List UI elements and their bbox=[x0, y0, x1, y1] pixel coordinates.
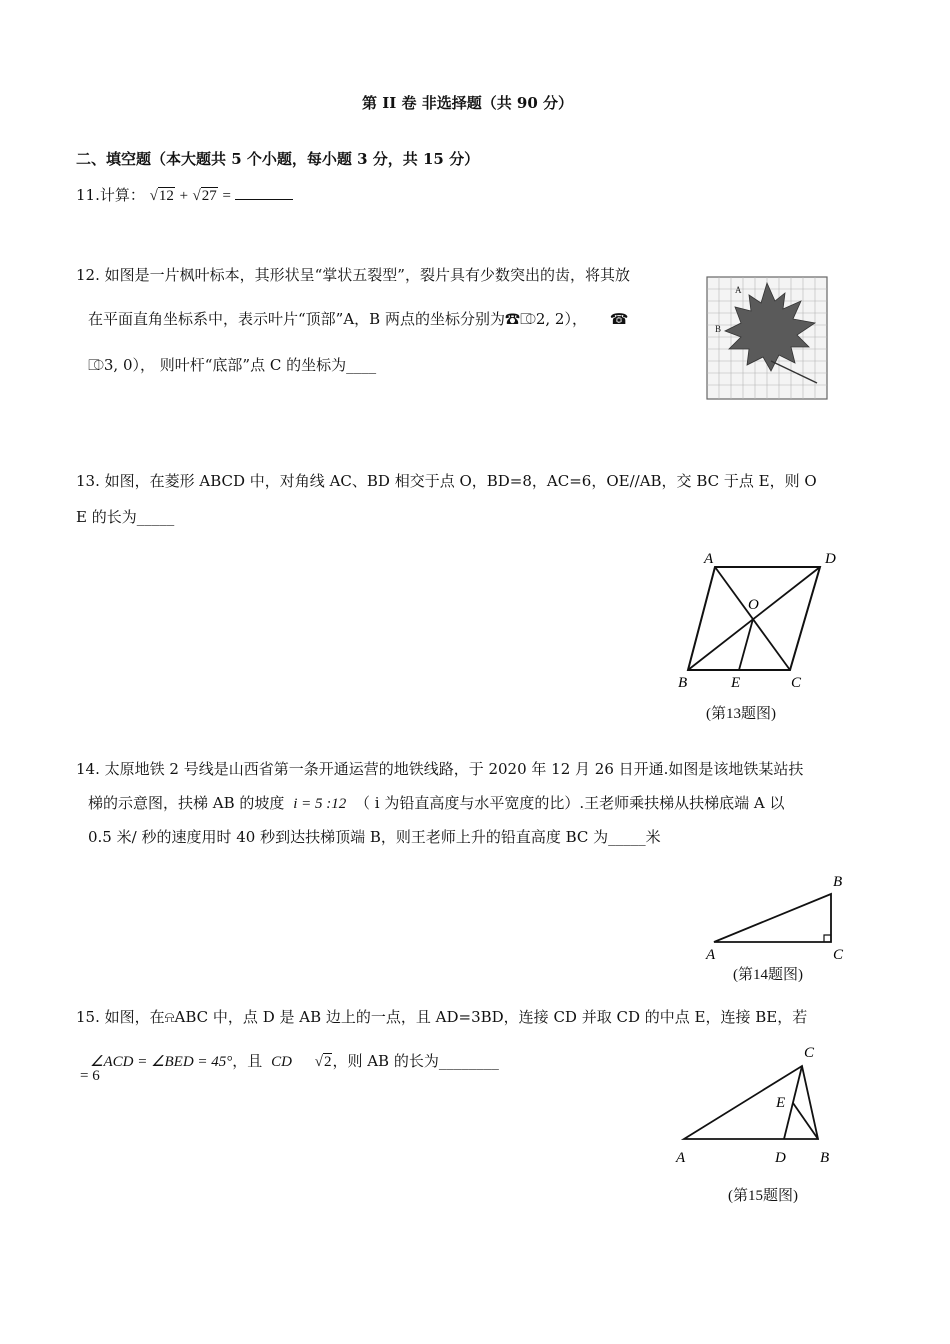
segment-oe bbox=[739, 619, 753, 670]
q13-line-2: E 的长为_____ bbox=[76, 508, 175, 526]
q11-equals: = bbox=[221, 188, 232, 204]
q15-line-2: ∠ACD = ∠BED = 45°，且 CD √2，则 AB 的长为________ bbox=[90, 1052, 499, 1070]
triangle-label-a: A bbox=[676, 1150, 686, 1166]
triangle-figure bbox=[670, 1038, 850, 1168]
rhombus-label-c: C bbox=[791, 675, 802, 691]
q15-sqrt2: 2 bbox=[323, 1054, 332, 1070]
triangle-label-c: C bbox=[804, 1045, 815, 1061]
q12-line-3-text: ， 则叶杆“底部”点 C 的坐标为____ bbox=[140, 356, 377, 374]
right-angle-mark bbox=[824, 935, 831, 942]
section-title: 第 II 卷 非选择题（共 90 分） bbox=[362, 94, 574, 112]
q15-caption: (第15题图) bbox=[728, 1188, 798, 1204]
part-heading: 二、填空题（本大题共 5 个小题，每小题 3 分，共 15 分） bbox=[76, 150, 480, 168]
q12-line-2-text: 在平面直角坐标系中，表示叶片“顶部”A，B 两点的坐标分别为 bbox=[88, 310, 505, 328]
escalator-label-c: C bbox=[833, 947, 844, 963]
q12-line-1: 12. 如图是一片枫叶标本，其形状呈“掌状五裂型”，裂片具有少数突出的齿，将其放 bbox=[76, 266, 630, 284]
q15-tail: ，则 AB 的长为________ bbox=[332, 1052, 499, 1070]
q12-coord-b: ⎄3, 0） bbox=[88, 356, 140, 374]
q12-line-2 bbox=[88, 308, 628, 329]
q15-line-1: 15. 如图，在⍾ABC 中，点 D 是 AB 边上的一点，且 AD=3BD，连接 CD 并取 CD 的中点 E，连接 BE，若 bbox=[76, 1008, 808, 1026]
q15-cd: CD bbox=[271, 1054, 292, 1070]
rhombus-label-b: B bbox=[678, 675, 688, 691]
escalator-figure bbox=[700, 868, 860, 963]
triangle-label-d: D bbox=[775, 1150, 786, 1166]
triangle-label-e: E bbox=[776, 1095, 786, 1111]
q14-slope: i = 5 :12 bbox=[293, 796, 347, 812]
q15-angle-equation: ∠ACD = ∠BED = 45° bbox=[90, 1054, 233, 1070]
q12-coord-a: ☎⎄2, 2） bbox=[504, 310, 572, 328]
diagonal-ac bbox=[715, 567, 790, 670]
q13-caption: (第13题图) bbox=[706, 706, 776, 722]
q14-line-1: 14. 太原地铁 2 号线是山西省第一条开通运营的地铁线路，于 2020 年 12 月 26 日开通.如图是该地铁某站扶 bbox=[76, 760, 804, 778]
q12-separator: ， bbox=[571, 310, 587, 328]
q11-answer-blank bbox=[235, 185, 293, 200]
rhombus-label-e: E bbox=[731, 675, 741, 691]
q14-line-2-a: 梯的示意图，扶梯 AB 的坡度 bbox=[88, 794, 285, 812]
q11-radicand-2: 27 bbox=[201, 188, 217, 204]
q11-label: 11.计算： bbox=[76, 186, 145, 204]
rhombus-label-o: O bbox=[748, 597, 759, 613]
triangle-label-b: B bbox=[820, 1150, 830, 1166]
question-11 bbox=[76, 184, 293, 205]
q15-mid-text: ，且 bbox=[232, 1052, 263, 1070]
rhombus-figure bbox=[670, 545, 850, 695]
diagonal-bd bbox=[688, 567, 820, 670]
leaf-label-b: B bbox=[715, 324, 722, 334]
q12-line-3 bbox=[88, 354, 376, 375]
q13-line-1: 13. 如图，在菱形 ABCD 中，对角线 AC、BD 相交于点 O，BD=8，AC=6，OE//AB，交 BC 于点 E，则 O bbox=[76, 472, 817, 490]
q14-line-2 bbox=[88, 792, 785, 813]
escalator-label-b: B bbox=[833, 874, 843, 890]
leaf-label-a: A bbox=[735, 285, 742, 295]
segment-cd bbox=[784, 1066, 802, 1139]
q11-radicand-1: 12 bbox=[158, 188, 174, 204]
rhombus-label-d: D bbox=[825, 551, 836, 567]
q12-phone-symbol: ☎ bbox=[609, 310, 629, 328]
maple-leaf-figure bbox=[705, 275, 831, 403]
q14-line-2-b: （ i 为铅直高度与水平宽度的比）.王老师乘扶梯从扶梯底端 A 以 bbox=[355, 794, 785, 812]
q11-expression: √12 + √27 = bbox=[149, 188, 232, 204]
escalator-label-a: A bbox=[706, 947, 716, 963]
q11-plus: + bbox=[178, 188, 189, 204]
q15-eq6: = 6 bbox=[80, 1068, 100, 1084]
q14-caption: (第14题图) bbox=[733, 967, 803, 983]
rhombus-label-a: A bbox=[704, 551, 714, 567]
q14-line-3: 0.5 米/ 秒的速度用时 40 秒到达扶梯顶端 B，则王老师上升的铅直高度 BC 为_____米 bbox=[88, 828, 661, 846]
